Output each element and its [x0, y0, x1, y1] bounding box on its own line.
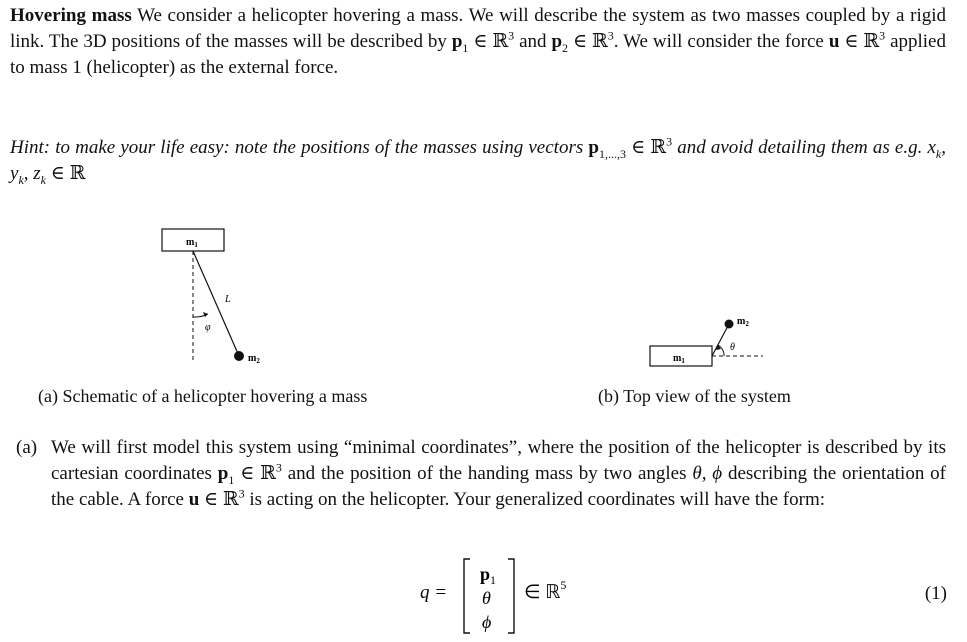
item-text: and the position of the handing mass by two angles — [281, 463, 693, 484]
eq-rhs: ∈ ℝ$^5$ — [524, 578, 567, 603]
angles: θ, ϕ — [692, 463, 723, 484]
sup: 3 — [666, 134, 673, 149]
arc-arrowhead — [203, 312, 208, 317]
label-m2: $m_2$ — [248, 353, 260, 365]
label-m2-top: $m_2$ — [737, 316, 749, 328]
hint-text: ∈ ℝ — [46, 163, 86, 184]
intro-text: and — [514, 31, 552, 52]
intro-text: We consider a helicopter hovering a mass. We will describe the system as two masses coupled by a rigid link. The 3D positions of the masses will be described by — [10, 5, 947, 52]
right-bracket — [508, 559, 514, 633]
intro-text: applied to mass 1 (helicopter) as the external force. — [10, 31, 946, 78]
sup: 3 — [607, 28, 614, 43]
item-text: is acting on the helicopter. Your generalized coordinates will have the form: — [244, 489, 826, 510]
vector-p1: p — [451, 31, 463, 52]
vector-p2: p — [551, 31, 563, 52]
eq-row1: $p_1$ — [480, 564, 497, 587]
item-text: ∈ ℝ — [199, 489, 239, 510]
vector-p1: p — [217, 463, 229, 484]
intro-text: . We will consider the force — [613, 31, 829, 52]
item-a-label: (a) — [16, 437, 38, 458]
left-bracket — [464, 559, 470, 633]
hint-text: ∈ ℝ — [625, 137, 667, 158]
intro-paragraph — [10, 3, 946, 81]
cable-link — [193, 251, 239, 356]
item-text: describing the orientation of the cable. A force — [51, 463, 946, 510]
item-a — [16, 435, 946, 513]
hint-text: Hint: to make your life easy: note the positions of the masses using vectors — [10, 137, 589, 158]
mass-top — [725, 320, 734, 329]
hint-paragraph — [10, 135, 946, 187]
figure-a-caption: (a) Schematic of a helicopter hovering a mass — [38, 386, 368, 406]
sup: 3 — [508, 28, 515, 43]
label-m1-top: $m_1$ — [673, 353, 685, 365]
item-text: ∈ ℝ — [234, 463, 276, 484]
hint-text: and avoid detailing them as e.g. — [672, 137, 928, 158]
label-L: L — [225, 294, 231, 305]
sub: 1 — [462, 40, 469, 55]
equation-graphic — [420, 556, 620, 636]
sub: 1 — [228, 472, 235, 487]
sub: k — [40, 172, 46, 187]
intro-text: ∈ ℝ — [468, 31, 509, 52]
figure-a-schematic — [150, 222, 260, 372]
hanging-mass — [234, 351, 244, 361]
eq-row2: θ — [482, 588, 491, 608]
eq-lhs: q = — [420, 582, 448, 603]
intro-text: ∈ ℝ — [839, 31, 880, 52]
sub: k — [18, 172, 24, 187]
equation-1 — [420, 556, 947, 636]
vector-u: u — [188, 489, 200, 510]
math: x — [927, 137, 936, 158]
math: , z — [23, 163, 41, 184]
sup: 3 — [879, 28, 886, 43]
sub: 2 — [562, 40, 569, 55]
sub: k — [935, 146, 942, 161]
label-m1: $m_1$ — [186, 237, 198, 249]
vector-u: u — [828, 31, 840, 52]
eq-row3: ϕ — [482, 612, 492, 632]
sup: 3 — [275, 460, 282, 475]
figure-b-caption: (b) Top view of the system — [598, 386, 791, 406]
equation-number: (1) — [924, 583, 947, 604]
figure-b-topview — [645, 310, 765, 370]
intro-heading: Hovering mass — [10, 5, 132, 26]
vector-p: p — [588, 137, 599, 158]
item-a-body — [51, 435, 946, 513]
math: , y — [10, 137, 946, 184]
sub: 1,...,3 — [598, 146, 626, 161]
item-text: We will first model this system using “minimal coordinates”, where the position of the helicopter is described by its cartesian coordinates — [51, 437, 946, 484]
label-theta: θ — [730, 342, 735, 353]
link-top — [712, 324, 729, 356]
intro-text: ∈ ℝ — [568, 31, 608, 52]
sup: 3 — [238, 486, 245, 501]
label-phi: φ — [205, 322, 211, 333]
